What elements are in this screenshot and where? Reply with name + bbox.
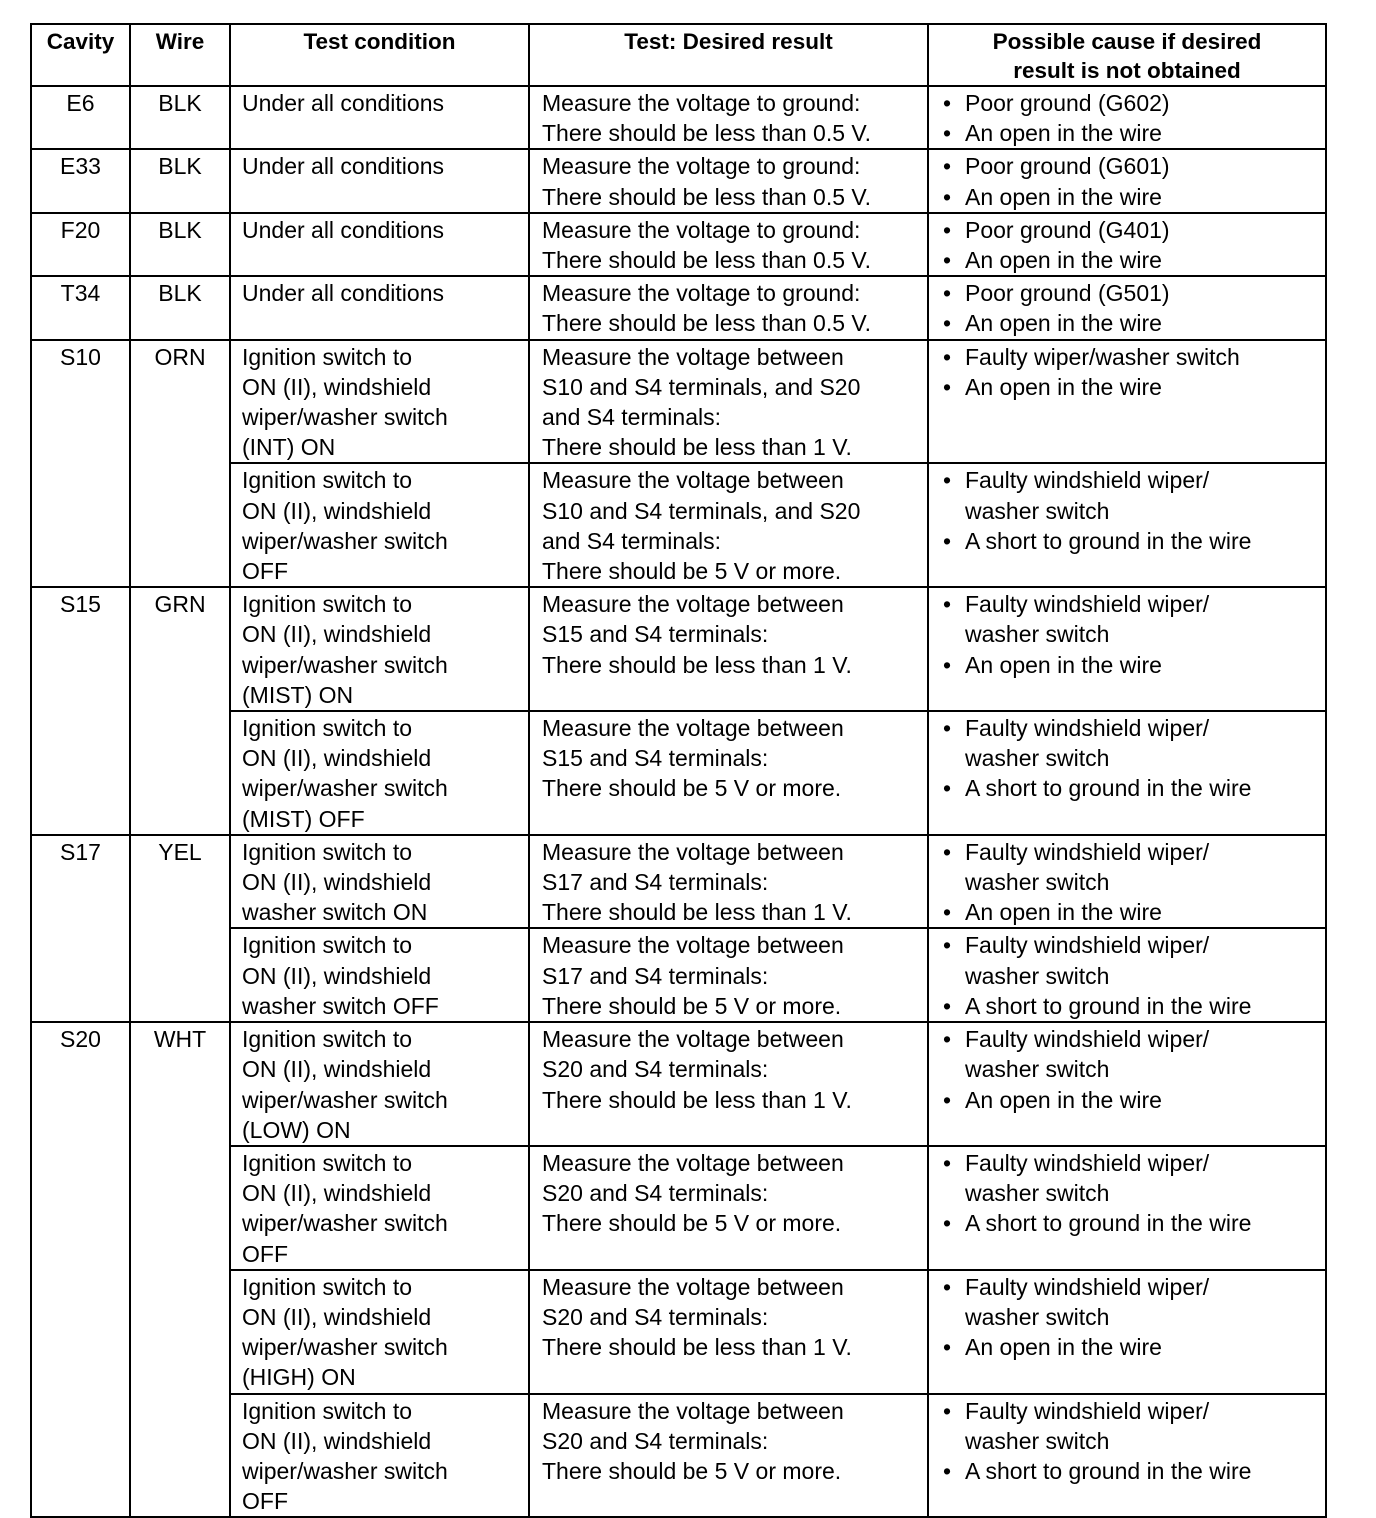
- cause-bullet-item: [943, 1085, 1325, 1115]
- bullet-icon: •: [943, 1334, 952, 1361]
- wire-cell: [130, 711, 230, 835]
- bullet-icon: •: [943, 310, 952, 337]
- bullet-icon: •: [943, 1457, 952, 1484]
- cause-bullet-item: [943, 1272, 1325, 1332]
- bullet-icon: •: [943, 1086, 952, 1113]
- bullet-icon: •: [943, 992, 952, 1019]
- wire-cell: BLK: [130, 276, 230, 339]
- possible-cause-cell: [928, 463, 1326, 587]
- wire-cell: ORN: [130, 340, 230, 464]
- test-condition-cell: Under all conditions: [230, 213, 529, 276]
- bullet-icon: •: [943, 1210, 952, 1237]
- cause-text: An open in the wire: [965, 310, 1162, 337]
- header-cavity: Cavity: [31, 24, 130, 86]
- bullet-icon: •: [943, 280, 952, 307]
- desired-result-cell: Measure the voltage between S20 and S4 terminals: There should be less than 1 V.: [529, 1270, 928, 1394]
- cause-text: An open in the wire: [965, 247, 1162, 274]
- wire-cell: YEL: [130, 835, 230, 929]
- cause-bullet-item: [943, 1024, 1325, 1084]
- table-header-row: [31, 24, 1326, 86]
- cause-text: Faulty windshield wiper/ washer switch: [965, 715, 1210, 772]
- test-condition-cell: Ignition switch to ON (II), windshield wiper/washer switch (MIST) ON: [230, 587, 529, 711]
- possible-cause-cell: [928, 1146, 1326, 1270]
- cause-text: Faulty wiper/washer switch: [965, 343, 1240, 370]
- cause-text: An open in the wire: [965, 120, 1162, 147]
- cause-bullet-item: [943, 308, 1325, 338]
- cause-bullet-item: [943, 1208, 1325, 1238]
- cause-bullet-item: [943, 589, 1325, 649]
- table-body: [31, 86, 1326, 1517]
- cause-bullet-item: [943, 773, 1325, 803]
- cause-bullet-item: [943, 118, 1325, 148]
- cavity-cell: E6: [31, 86, 130, 149]
- table-row: [31, 463, 1326, 587]
- cause-bullet-item: [943, 215, 1325, 245]
- cause-text: An open in the wire: [965, 183, 1162, 210]
- cause-bullet-item: [943, 245, 1325, 275]
- header-wire: Wire: [130, 24, 230, 86]
- wiper-switch-test-table: [30, 23, 1327, 1518]
- wire-cell: BLK: [130, 149, 230, 212]
- test-condition-cell: Ignition switch to ON (II), windshield wiper/washer switch (LOW) ON: [230, 1022, 529, 1146]
- possible-cause-cell: [928, 149, 1326, 212]
- cause-text: Faulty windshield wiper/ washer switch: [965, 838, 1210, 896]
- cavity-cell: [31, 928, 130, 1022]
- bullet-icon: •: [943, 90, 952, 116]
- cavity-cell: E33: [31, 149, 130, 212]
- desired-result-cell: Measure the voltage between S17 and S4 terminals: There should be 5 V or more.: [529, 928, 928, 1022]
- wire-cell: GRN: [130, 587, 230, 711]
- cause-text: A short to ground in the wire: [965, 992, 1252, 1019]
- cause-bullet-item: [943, 182, 1325, 212]
- bullet-icon: •: [943, 838, 952, 865]
- possible-cause-cell: [928, 835, 1326, 929]
- bullet-icon: •: [943, 153, 952, 180]
- possible-cause-cell: [928, 86, 1326, 149]
- test-condition-cell: Under all conditions: [230, 149, 529, 212]
- possible-cause-cell: [928, 276, 1326, 339]
- cause-text: Faulty windshield wiper/ washer switch: [965, 1149, 1210, 1207]
- test-condition-cell: Ignition switch to ON (II), windshield washer switch OFF: [230, 928, 529, 1022]
- cause-bullet-item: [943, 372, 1325, 402]
- table-row: [31, 1270, 1326, 1394]
- bullet-icon: •: [943, 1149, 952, 1176]
- cause-text: An open in the wire: [965, 373, 1162, 400]
- cause-bullet-item: [943, 278, 1325, 308]
- wire-cell: WHT: [130, 1022, 230, 1146]
- cause-bullet-item: [943, 151, 1325, 181]
- table-row: [31, 276, 1326, 339]
- cause-bullet-item: [943, 342, 1325, 372]
- table-row: [31, 1022, 1326, 1146]
- table-row: [31, 835, 1326, 929]
- desired-result-cell: Measure the voltage between S15 and S4 terminals: There should be 5 V or more.: [529, 711, 928, 835]
- cause-bullet-item: [943, 1332, 1325, 1362]
- bullet-icon: •: [943, 247, 952, 274]
- desired-result-cell: Measure the voltage between S17 and S4 terminals: There should be less than 1 V.: [529, 835, 928, 929]
- cause-text: Faulty windshield wiper/ washer switch: [965, 932, 1210, 989]
- desired-result-cell: Measure the voltage between S20 and S4 terminals: There should be less than 1 V.: [529, 1022, 928, 1146]
- cause-bullet-item: [943, 930, 1325, 990]
- table-row: [31, 86, 1326, 149]
- wire-cell: BLK: [130, 86, 230, 149]
- test-condition-cell: Ignition switch to ON (II), windshield wiper/washer switch (INT) ON: [230, 340, 529, 464]
- cause-bullet-item: [943, 1456, 1325, 1486]
- cavity-cell: [31, 463, 130, 587]
- desired-result-cell: Measure the voltage to ground: There should be less than 0.5 V.: [529, 149, 928, 212]
- bullet-icon: •: [943, 591, 952, 618]
- cause-bullet-item: [943, 713, 1325, 773]
- cause-text: An open in the wire: [965, 899, 1162, 926]
- possible-cause-cell: [928, 1394, 1326, 1518]
- cause-text: Faulty windshield wiper/ washer switch: [965, 467, 1210, 524]
- header-test-condition: Test condition: [230, 24, 529, 86]
- bullet-icon: •: [943, 775, 952, 802]
- bullet-icon: •: [943, 1397, 952, 1424]
- cavity-cell: S10: [31, 340, 130, 464]
- possible-cause-cell: [928, 340, 1326, 464]
- cause-text: Poor ground (G401): [965, 216, 1170, 243]
- bullet-icon: •: [943, 467, 952, 494]
- bullet-icon: •: [943, 899, 952, 926]
- cause-text: An open in the wire: [965, 1086, 1162, 1113]
- header-desired-result: Test: Desired result: [529, 24, 928, 86]
- desired-result-cell: Measure the voltage between S10 and S4 terminals, and S20 and S4 terminals: There should be less than 1 V.: [529, 340, 928, 464]
- bullet-icon: •: [943, 527, 952, 554]
- cause-bullet-item: [943, 991, 1325, 1021]
- table-row: [31, 1394, 1326, 1518]
- cause-text: Poor ground (G602): [965, 90, 1170, 116]
- possible-cause-cell: [928, 213, 1326, 276]
- possible-cause-cell: [928, 1270, 1326, 1394]
- cause-bullet-item: [943, 526, 1325, 556]
- cause-text: A short to ground in the wire: [965, 1457, 1252, 1484]
- desired-result-cell: Measure the voltage to ground: There should be less than 0.5 V.: [529, 213, 928, 276]
- test-condition-cell: Ignition switch to ON (II), windshield washer switch ON: [230, 835, 529, 929]
- test-condition-cell: Under all conditions: [230, 86, 529, 149]
- cause-text: Faulty windshield wiper/ washer switch: [965, 1397, 1210, 1454]
- desired-result-cell: Measure the voltage to ground: There should be less than 0.5 V.: [529, 276, 928, 339]
- cavity-cell: S15: [31, 587, 130, 711]
- bullet-icon: •: [943, 120, 952, 147]
- cavity-cell: S20: [31, 1022, 130, 1146]
- cause-text: Faulty windshield wiper/ washer switch: [965, 591, 1210, 648]
- desired-result-cell: Measure the voltage to ground: There should be less than 0.5 V.: [529, 86, 928, 149]
- possible-cause-cell: [928, 711, 1326, 835]
- cause-text: An open in the wire: [965, 1334, 1162, 1361]
- table-row: [31, 149, 1326, 212]
- desired-result-cell: Measure the voltage between S20 and S4 terminals: There should be 5 V or more.: [529, 1146, 928, 1270]
- cause-text: Faulty windshield wiper/ washer switch: [965, 1026, 1210, 1083]
- cause-bullet-item: [943, 650, 1325, 680]
- table-row: [31, 1146, 1326, 1270]
- cavity-cell: T34: [31, 276, 130, 339]
- cause-bullet-item: [943, 465, 1325, 525]
- cause-text: An open in the wire: [965, 651, 1162, 678]
- cause-text: A short to ground in the wire: [965, 527, 1252, 554]
- bullet-icon: •: [943, 373, 952, 400]
- bullet-icon: •: [943, 715, 952, 742]
- wire-cell: BLK: [130, 213, 230, 276]
- cause-bullet-item: [943, 837, 1325, 897]
- cavity-cell: [31, 1146, 130, 1270]
- cause-text: A short to ground in the wire: [965, 775, 1252, 802]
- table-row: [31, 213, 1326, 276]
- bullet-icon: •: [943, 651, 952, 678]
- bullet-icon: •: [943, 343, 952, 370]
- test-condition-cell: Ignition switch to ON (II), windshield wiper/washer switch (HIGH) ON: [230, 1270, 529, 1394]
- wire-cell: [130, 1146, 230, 1270]
- table-row: [31, 711, 1326, 835]
- test-condition-cell: Under all conditions: [230, 276, 529, 339]
- bullet-icon: •: [943, 216, 952, 243]
- desired-result-cell: Measure the voltage between S15 and S4 terminals: There should be less than 1 V.: [529, 587, 928, 711]
- bullet-icon: •: [943, 1273, 952, 1300]
- cavity-cell: F20: [31, 213, 130, 276]
- cause-text: Faulty windshield wiper/ washer switch: [965, 1273, 1210, 1330]
- wire-cell: [130, 1394, 230, 1518]
- cause-bullet-item: [943, 1148, 1325, 1208]
- bullet-icon: •: [943, 932, 952, 959]
- cavity-cell: [31, 1270, 130, 1394]
- possible-cause-cell: [928, 1022, 1326, 1146]
- desired-result-cell: Measure the voltage between S10 and S4 terminals, and S20 and S4 terminals: There should be 5 V or more.: [529, 463, 928, 587]
- header-possible-cause: Possible cause if desired result is not obtained: [928, 24, 1326, 86]
- desired-result-cell: Measure the voltage between S20 and S4 terminals: There should be 5 V or more.: [529, 1394, 928, 1518]
- table-row: [31, 928, 1326, 1022]
- test-condition-cell: Ignition switch to ON (II), windshield wiper/washer switch OFF: [230, 1146, 529, 1270]
- cause-bullet-item: [943, 897, 1325, 927]
- cause-text: Poor ground (G501): [965, 280, 1170, 307]
- test-condition-cell: Ignition switch to ON (II), windshield wiper/washer switch OFF: [230, 463, 529, 587]
- bullet-icon: •: [943, 1026, 952, 1053]
- cavity-cell: [31, 711, 130, 835]
- cavity-cell: [31, 1394, 130, 1518]
- cause-bullet-item: [943, 1396, 1325, 1456]
- cause-text: Poor ground (G601): [965, 153, 1170, 180]
- wire-cell: [130, 928, 230, 1022]
- table-row: [31, 587, 1326, 711]
- bullet-icon: •: [943, 183, 952, 210]
- table-row: [31, 340, 1326, 464]
- test-condition-cell: Ignition switch to ON (II), windshield wiper/washer switch OFF: [230, 1394, 529, 1518]
- possible-cause-cell: [928, 587, 1326, 711]
- wire-cell: [130, 463, 230, 587]
- cause-bullet-item: [943, 88, 1325, 118]
- possible-cause-cell: [928, 928, 1326, 1022]
- cavity-cell: S17: [31, 835, 130, 929]
- test-condition-cell: Ignition switch to ON (II), windshield wiper/washer switch (MIST) OFF: [230, 711, 529, 835]
- cause-text: A short to ground in the wire: [965, 1210, 1252, 1237]
- wire-cell: [130, 1270, 230, 1394]
